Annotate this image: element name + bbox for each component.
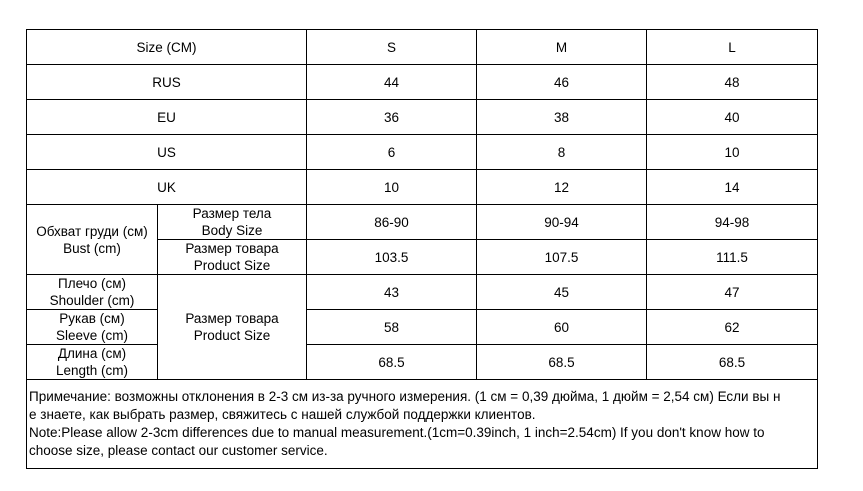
table-cell: 68.5 xyxy=(647,345,818,380)
table-cell: 62 xyxy=(647,310,818,345)
sleeve-label-en: Sleeve (cm) xyxy=(55,328,128,343)
table-row xyxy=(27,100,818,135)
table-cell: 43 xyxy=(307,275,477,310)
body-size-label-ru: Размер тела xyxy=(192,206,272,221)
table-row xyxy=(27,205,818,240)
table-row xyxy=(27,310,818,345)
table-cell: 10 xyxy=(307,170,477,205)
bust-label-en: Bust (cm) xyxy=(63,240,121,256)
table-cell: 14 xyxy=(647,170,818,205)
table-cell: 107.5 xyxy=(477,240,647,275)
bust-label-ru: Обхват груди (см) xyxy=(36,223,148,239)
note-ru-line-2: е знаете, как выбрать размер, свяжитесь с нашей службой поддержки клиентов. xyxy=(29,407,536,422)
table-cell: 38 xyxy=(477,100,647,135)
shoulder-label-ru: Плечо (см) xyxy=(58,276,126,291)
table-cell: 46 xyxy=(477,65,647,100)
table-cell: 8 xyxy=(477,135,647,170)
shoulder-label xyxy=(27,275,158,310)
size-l-header: L xyxy=(647,30,818,65)
table-cell: 47 xyxy=(647,275,818,310)
table-cell: 68.5 xyxy=(477,345,647,380)
length-label-en: Length (cm) xyxy=(55,363,129,378)
product-size-merged-label xyxy=(158,275,307,380)
table-cell: 94-98 xyxy=(647,205,818,240)
us-label: US xyxy=(27,135,307,170)
size-m-header: M xyxy=(477,30,647,65)
length-label xyxy=(27,345,158,380)
table-cell: 68.5 xyxy=(307,345,477,380)
table-row xyxy=(27,65,818,100)
sleeve-label-ru: Рукав (см) xyxy=(59,311,125,326)
body-size-label-en: Body Size xyxy=(201,223,263,238)
note-ru-line-1: Примечание: возможны отклонения в 2-3 см из-за ручного измерения. (1 см = 0,39 дюйма, 1 дюйм = 2,54 см) Если вы н xyxy=(29,389,781,404)
size-s-header: S xyxy=(307,30,477,65)
table-cell: 45 xyxy=(477,275,647,310)
shoulder-label-en: Shoulder (cm) xyxy=(49,293,135,308)
note-en-line-1: Note:Please allow 2-3cm differences due to manual measurement.(1cm=0.39inch, 1 inch=2.54cm) If you don't know how to xyxy=(29,425,765,440)
header-row xyxy=(27,30,818,65)
product-size-label-ru: Размер товара xyxy=(185,241,279,256)
product-size-merged-en: Product Size xyxy=(193,328,271,343)
table-row xyxy=(27,345,818,380)
note-en-line-2: choose size, please contact our customer service. xyxy=(29,443,328,458)
size-chart-table xyxy=(26,29,818,469)
product-size-merged-ru: Размер товара xyxy=(185,311,279,326)
table-cell: 60 xyxy=(477,310,647,345)
bust-label xyxy=(27,205,158,275)
table-cell: 10 xyxy=(647,135,818,170)
table-row xyxy=(27,170,818,205)
table-cell: 86-90 xyxy=(307,205,477,240)
table-cell: 90-94 xyxy=(477,205,647,240)
table-cell: 6 xyxy=(307,135,477,170)
table-cell: 12 xyxy=(477,170,647,205)
table-cell: 103.5 xyxy=(307,240,477,275)
table-row xyxy=(27,275,818,310)
body-size-label xyxy=(158,205,307,240)
size-header-label: Size (CM) xyxy=(27,30,307,65)
measurement-note xyxy=(27,380,818,469)
table-cell: 44 xyxy=(307,65,477,100)
table-cell: 111.5 xyxy=(647,240,818,275)
sleeve-label xyxy=(27,310,158,345)
uk-label: UK xyxy=(27,170,307,205)
table-cell: 36 xyxy=(307,100,477,135)
table-row xyxy=(27,135,818,170)
table-cell: 40 xyxy=(647,100,818,135)
product-size-label-en: Product Size xyxy=(193,258,271,273)
length-label-ru: Длина (см) xyxy=(57,346,127,361)
eu-label: EU xyxy=(27,100,307,135)
note-row xyxy=(27,380,818,469)
table-cell: 48 xyxy=(647,65,818,100)
product-size-label xyxy=(158,240,307,275)
rus-label: RUS xyxy=(27,65,307,100)
table-cell: 58 xyxy=(307,310,477,345)
